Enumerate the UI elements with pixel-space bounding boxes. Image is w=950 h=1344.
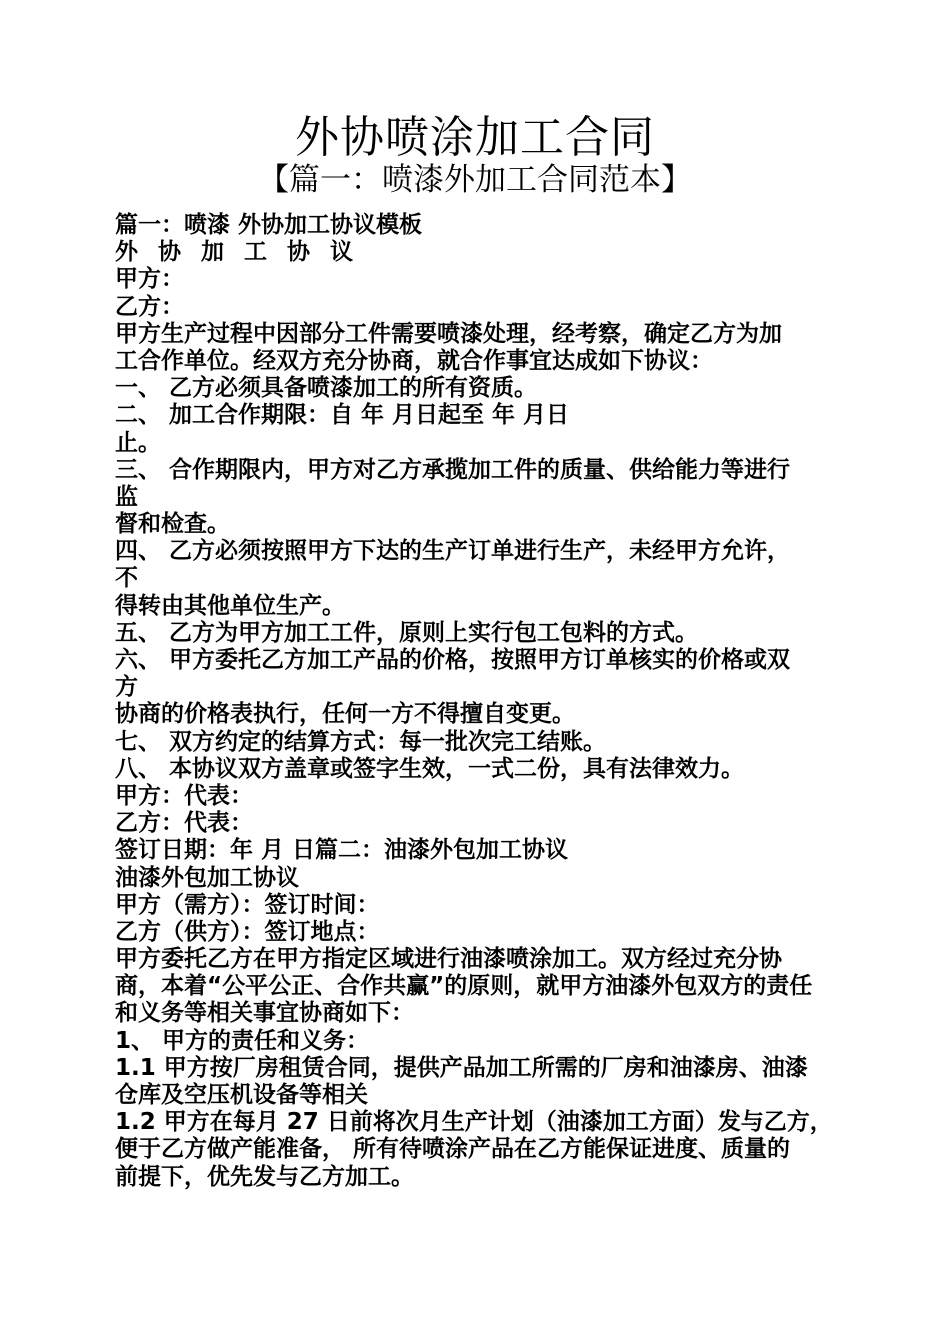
text-line: 1.1 甲方按厂房租赁合同，提供产品加工所需的厂房和油漆房、油漆 — [115, 1054, 808, 1081]
text-line: 方 — [115, 674, 138, 701]
text-line: 七、 双方约定的结算方式：每一批次完工结账。 — [115, 728, 607, 755]
text-line: 1、 甲方的责任和义务： — [115, 1027, 370, 1054]
text-line: 篇一：喷漆 外协加工协议模板 — [115, 212, 423, 238]
text-line: 五、 乙方为甲方加工工件，原则上实行包工包料的方式。 — [115, 619, 699, 646]
text-line: 八、 本协议双方盖章或签字生效，一式二份，具有法律效力。 — [115, 755, 745, 782]
text-line: 得转由其他单位生产。 — [115, 592, 345, 619]
text-line: 外 协 加 工 协 议 — [115, 239, 360, 266]
text-line: 甲方生产过程中因部分工件需要喷漆处理，经考察，确定乙方为加 — [115, 320, 782, 347]
text-line: 仓库及空压机设备等相关 — [115, 1082, 368, 1108]
text-line: 六、 甲方委托乙方加工产品的价格，按照甲方订单核实的价格或双 — [115, 647, 791, 673]
document-body — [115, 212, 835, 1191]
text-line: 一、 乙方必须具备喷漆加工的所有资质。 — [115, 375, 538, 402]
text-line: 二、 加工合作期限：自 年 月日起至 年 月日 — [115, 402, 570, 429]
text-line: 协商的价格表执行，任何一方不得擅自变更。 — [115, 701, 575, 728]
text-line: 甲方： — [115, 266, 184, 293]
text-line: 乙方：代表： — [115, 810, 253, 837]
text-line: 三、 合作期限内，甲方对乙方承揽加工件的质量、供给能力等进行 — [115, 456, 791, 483]
text-line: 甲方：代表： — [115, 782, 253, 809]
document-subtitle: 【篇一：喷漆外加工合同范本】 — [258, 162, 692, 198]
text-line: 油漆外包加工协议 — [115, 864, 299, 891]
document-title: 外协喷涂加工合同 — [295, 112, 655, 163]
text-line: 甲方（需方）：签订时间： — [115, 891, 380, 918]
text-line: 不 — [115, 565, 138, 592]
text-line: 便于乙方做产能准备， 所有待喷涂产品在乙方能保证进度、质量的 — [115, 1136, 791, 1163]
text-line: 监 — [115, 483, 138, 510]
text-line: 1.2 甲方在每月 27 日前将次月生产计划（油漆加工方面）发与乙方， — [115, 1109, 833, 1136]
text-line: 签订日期：年 月 日篇二：油漆外包加工协议 — [115, 837, 569, 864]
text-line: 四、 乙方必须按照甲方下达的生产订单进行生产，未经甲方允许， — [115, 538, 791, 565]
text-line: 乙方（供方）：签订地点： — [115, 918, 380, 945]
text-line: 商，本着“公平公正、合作共赢”的原则，就甲方油漆外包双方的责任 — [115, 973, 813, 1000]
text-line: 和义务等相关事宜协商如下： — [115, 1000, 414, 1027]
text-line: 督和检查。 — [115, 511, 230, 538]
text-line: 工合作单位。经双方充分协商，就合作事宜达成如下协议： — [115, 347, 713, 374]
text-line: 乙方： — [115, 293, 184, 320]
text-line: 前提下，优先发与乙方加工。 — [115, 1163, 414, 1190]
text-line: 止。 — [115, 429, 161, 456]
text-line: 甲方委托乙方在甲方指定区域进行油漆喷涂加工。双方经过充分协 — [115, 946, 782, 973]
